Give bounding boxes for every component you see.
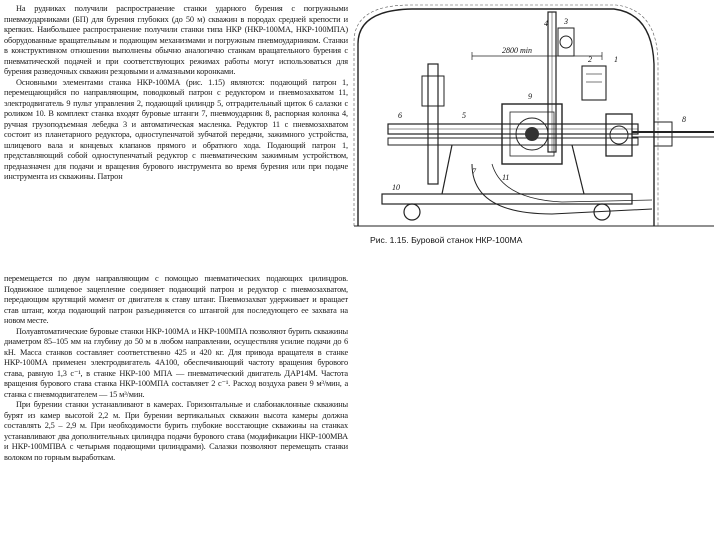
drilling-rig-drawing (352, 4, 718, 229)
callout-3: 3 (564, 17, 568, 26)
callout-2: 2 (588, 55, 592, 64)
text-column-2 (4, 274, 348, 463)
callout-7: 7 (472, 167, 476, 176)
figure-caption: Рис. 1.15. Буровой станок НКР-100МА (370, 235, 523, 245)
paragraph: перемещается по двум направляющим с помощью пневматических подающих цилиндров. Подвижное шлицевое зацепление соединяет подающий патрон и редуктор с пневмозахватом, передающим крутящий момент от двигателя к ставу штанг. Пневмозахват удерживает и вращает став штанг, когда подающий патрон разъединяется со штангой для последующего ее захвата на новом месте. (4, 274, 348, 325)
text-column-1 (4, 4, 348, 183)
paragraph: Основными элементами станка НКР-100МА (рис. 1.15) являются: подающий патрон 1, перемещающийся по направляющим, поводковый патрон с редуктором и пневмозахватом 11, электродвигатель 9 пульт управления 2, подающий цилиндр 5, отградительный щиток 6 салазки с роликом 10. В комплект станка входят буровые штанги 7, пневмоударник 8, распорная колонка 4, ручная грузоподъемная лебедка 3 и автоматическая масленка. Редуктор 11 с пневмозахватом состоит из планетарного редуктора, одноступенчатой зубчатой передачи, зажимного устройства, шлицевого вала и концевых клапанов прямого и обратного хода. Подающий патрон 1, представляющий собой одноступенчатый редуктор с пневматическим зажимным устройством, предназначен для подачи и вращения бурового инструмента во время бурения или при подаче инструмента из скважины. Патрон (4, 77, 348, 181)
paragraph: Полуавтоматические буровые станки НКР-100МА и НКР-100МПА позволяют бурить скважины диаметром 85–105 мм на глубину до 50 м в любом направлении, осуществляя усилие подачи до 6 кН. Масса станков составляет соответственно 425 и 420 кг. Для привода вращателя в станке НКР-100МА применен электродвигатель 4А100, обеспечивающий частоту вращения бурового става, равную 1,3 с⁻¹, в станке НКР-100 МПА — пневматический двигатель ДАР14М. Частота вращения бурового става станка НКР-100МПА составляет 2 с⁻¹. Расход воздуха равен 9 м³/мин, а станка с пневмодвигателем — 15 м³/мин. (4, 326, 348, 399)
paragraph: При бурении станки устанавливают в камерах. Горизонтальные и слабонаклонные скважины бурят из камер высотой 2,2 м. При бурении вертикальных скважин высота камеры должна составлять 2,5 – 2,9 м. При необходимости бурить глубокие восстающие скважины на станках устанавливают два дополнительных цилиндра подачи бурового става (модификации НКР-100МВА и НКР-100МПВА с четырьмя подающими цилиндрами). Салазки позволяют перемещать станки волоком по горным выработкам. (4, 400, 348, 462)
callout-10: 10 (392, 183, 400, 192)
callout-9: 9 (528, 92, 532, 101)
control-panel (582, 66, 606, 100)
sled (382, 194, 632, 204)
callout-5: 5 (462, 111, 466, 120)
paragraph: На рудниках получили распространение станки ударного бурения с погружными пневмоударниками (БП) для бурения глубоких (до 50 м) скважин в породах средней крепости и крепких. Наибольшее распространение получили станки типа НКР (НКР-100МА, НКР-100МПА) оборудованные вращательным и подающим механизмами и погружным пневмоударником. Станки в конструктивном отношении выполнены обычно аналогично станкам вращательного бурения с пневматической подачей и при соответствующих режимах работы могут использоваться для бурения разведочных скважин резцовыми и алмазными коронками. (4, 4, 348, 76)
callout-6: 6 (398, 111, 402, 120)
drilling-rig-figure (352, 4, 718, 229)
callout-8: 8 (682, 115, 686, 124)
callout-4: 4 (544, 19, 548, 28)
callout-11: 11 (502, 173, 510, 182)
dimension-label: 2800 min (502, 46, 532, 55)
callout-1: 1 (614, 55, 618, 64)
